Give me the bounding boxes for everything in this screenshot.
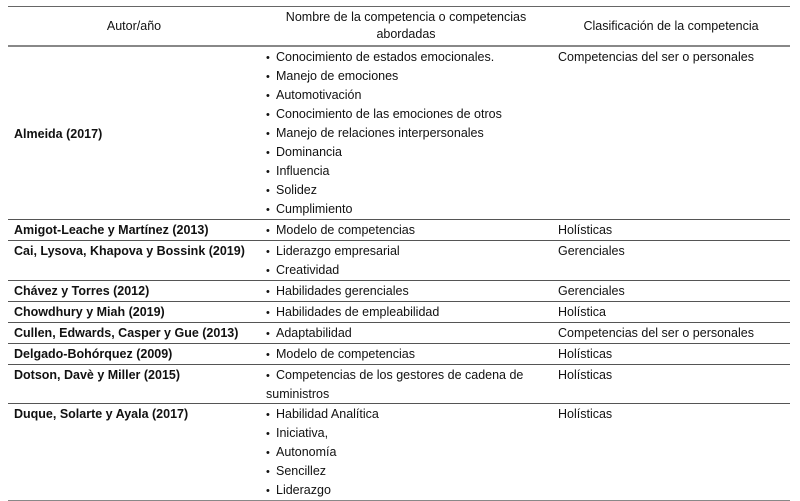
classification-cell: Gerenciales xyxy=(552,241,790,281)
competencies-cell xyxy=(260,220,552,241)
author-cell: Almeida (2017) xyxy=(8,46,260,220)
author-cell: Duque, Solarte y Ayala (2017) xyxy=(8,404,260,501)
competency-item: • Conocimiento de las emociones de otros xyxy=(266,105,548,124)
classification-cell: Holísticas xyxy=(552,344,790,365)
competencies-cell xyxy=(260,281,552,302)
table-row xyxy=(8,404,790,501)
competency-item: • Creatividad xyxy=(266,261,548,280)
competencies-cell xyxy=(260,46,552,220)
competency-item: • Sencillez xyxy=(266,462,548,481)
competency-list xyxy=(266,48,548,219)
table-row xyxy=(8,46,790,220)
competencies-cell xyxy=(260,323,552,344)
competency-item: • Autonomía xyxy=(266,443,548,462)
table-row xyxy=(8,241,790,281)
table-row xyxy=(8,365,790,404)
competency-list xyxy=(266,345,548,364)
competencies-cell xyxy=(260,344,552,365)
author-cell: Chávez y Torres (2012) xyxy=(8,281,260,302)
competency-item: • Habilidades de empleabilidad xyxy=(266,303,548,322)
competency-list xyxy=(266,282,548,301)
competency-item: • Iniciativa, xyxy=(266,424,548,443)
competency-list xyxy=(266,405,548,500)
competency-item: • Liderazgo xyxy=(266,481,548,500)
classification-cell: Holística xyxy=(552,302,790,323)
author-cell: Delgado-Bohórquez (2009) xyxy=(8,344,260,365)
competencies-table xyxy=(8,6,790,501)
classification-cell: Gerenciales xyxy=(552,281,790,302)
author-cell: Amigot-Leache y Martínez (2013) xyxy=(8,220,260,241)
author-cell: Dotson, Davè y Miller (2015) xyxy=(8,365,260,404)
table-row xyxy=(8,220,790,241)
competency-item: • Dominancia xyxy=(266,143,548,162)
header-author: Autor/año xyxy=(8,7,260,47)
competency-list xyxy=(266,242,548,280)
classification-cell: Competencias del ser o personales xyxy=(552,46,790,220)
classification-cell: Holísticas xyxy=(552,404,790,501)
competency-item: • Cumplimiento xyxy=(266,200,548,219)
competency-item: • Solidez xyxy=(266,181,548,200)
classification-cell: Holísticas xyxy=(552,220,790,241)
competency-item: • Conocimiento de estados emocionales. xyxy=(266,48,548,67)
competency-item: • Manejo de relaciones interpersonales xyxy=(266,124,548,143)
competency-list xyxy=(266,366,548,403)
classification-cell: Competencias del ser o personales xyxy=(552,323,790,344)
table-row xyxy=(8,281,790,302)
classification-cell: Holísticas xyxy=(552,365,790,404)
competency-item: • Competencias de los gestores de cadena de suministros xyxy=(266,366,548,403)
competency-item: • Automotivación xyxy=(266,86,548,105)
author-cell: Cai, Lysova, Khapova y Bossink (2019) xyxy=(8,241,260,281)
competency-item: • Liderazgo empresarial xyxy=(266,242,548,261)
competencies-cell xyxy=(260,365,552,404)
competency-item: • Modelo de competencias xyxy=(266,345,548,364)
competency-item: • Manejo de emociones xyxy=(266,67,548,86)
table-row xyxy=(8,302,790,323)
author-cell: Cullen, Edwards, Casper y Gue (2013) xyxy=(8,323,260,344)
competency-item: • Modelo de competencias xyxy=(266,221,548,240)
competency-item: • Influencia xyxy=(266,162,548,181)
competency-item: • Adaptabilidad xyxy=(266,324,548,343)
header-classification: Clasificación de la competencia xyxy=(552,7,790,47)
competency-item: • Habilidad Analítica xyxy=(266,405,548,424)
competency-list xyxy=(266,324,548,343)
competencies-cell xyxy=(260,404,552,501)
competencies-cell xyxy=(260,302,552,323)
competencies-cell xyxy=(260,241,552,281)
competency-list xyxy=(266,303,548,322)
competency-list xyxy=(266,221,548,240)
header-row xyxy=(8,7,790,47)
author-cell: Chowdhury y Miah (2019) xyxy=(8,302,260,323)
table-row xyxy=(8,344,790,365)
competency-item: • Habilidades gerenciales xyxy=(266,282,548,301)
table-row xyxy=(8,323,790,344)
header-competencies: Nombre de la competencia o competencias abordadas xyxy=(260,7,552,47)
